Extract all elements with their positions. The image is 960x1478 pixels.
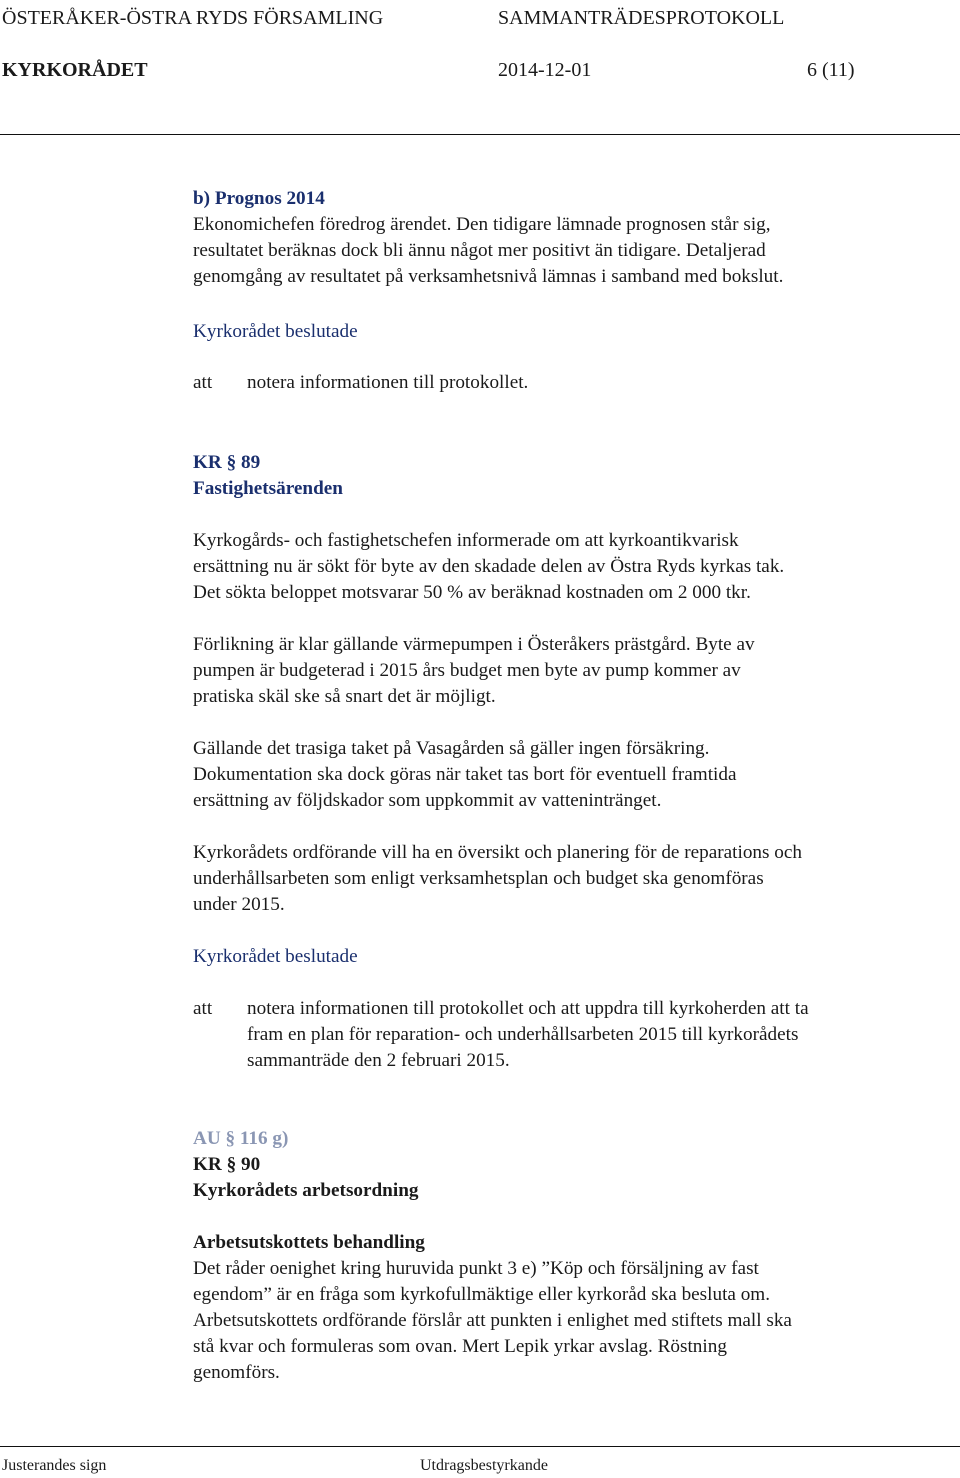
text-line: ersättning av följdskador som uppkommit av vattenintränget. [193,790,662,811]
text-line: Kyrkogårds- och fastighetschefen informerade om att kyrkoantikvarisk [193,530,739,551]
kr89-paragraph-2 [193,632,933,710]
text-line: underhållsarbeten som enligt verksamhetsplan och budget ska genomföras [193,868,764,889]
header-doc-type: SAMMANTRÄDESPROTOKOLL [498,7,785,29]
kr90-number: KR § 90 [193,1154,261,1175]
text-line: fram en plan för reparation- och underhållsarbeten 2015 till kyrkorådets [247,1024,799,1045]
text-line: under 2015. [193,894,285,915]
header-parish: ÖSTERÅKER-ÖSTRA RYDS FÖRSAMLING [2,7,384,29]
text-line: ersättning nu är sökt för byte av den skadade delen av Östra Ryds kyrkas tak. [193,556,785,577]
kr90-title: Kyrkorådets arbetsordning [193,1180,419,1201]
text-line: egendom” är en fråga som kyrkofullmäktige eller kyrkoråd ska besluta om. [193,1284,771,1305]
text-line: resultatet beräknas dock bli ännu något mer positivt än tidigare. Detaljerad [193,240,766,261]
text-line: Gällande det trasiga taket på Vasagården så gäller ingen försäkring. [193,738,710,759]
decision-text: notera informationen till protokollet. [247,372,529,393]
decision-heading: Kyrkorådet beslutade [193,321,358,342]
header-rule [0,134,960,135]
kr89-paragraph-3 [193,736,933,814]
text-line: pumpen är budgeterad i 2015 års budget men byte av pump kommer av [193,660,741,681]
text-line: Förlikning är klar gällande värmepumpen i Österåkers prästgård. Byte av [193,634,755,655]
header-page: 6 (11) [807,59,855,81]
text-line: Det sökta beloppet motsvarar 50 % av beräknad kostnaden om 2 000 tkr. [193,582,751,603]
att-label: att [193,998,213,1019]
decision-heading: Kyrkorådet beslutade [193,946,358,967]
text-line: Det råder oenighet kring huruvida punkt 3 e) ”Köp och försäljning av fast [193,1258,759,1279]
footer-justerandes-sign: Justerandes sign [2,1457,107,1474]
kr89-paragraph-1 [193,528,933,606]
text-line: Dokumentation ska dock göras när taket tas bort för eventuell framtida [193,764,737,785]
text-line: Arbetsutskottets ordförande förslår att punkten i enlighet med stiftets mall ska [193,1310,792,1331]
text-line: pratiska skäl ske så snart det är möjligt. [193,686,496,707]
kr89-number: KR § 89 [193,452,261,473]
kr89-paragraph-4 [193,840,933,918]
au-reference: AU § 116 g) [193,1128,289,1149]
section-title: b) Prognos 2014 [193,188,325,209]
text-line: notera informationen till protokollet och att uppdra till kyrkoherden att ta [247,998,809,1019]
committee-heading: Arbetsutskottets behandling [193,1232,425,1253]
text-line: genomförs. [193,1362,280,1383]
text-line: genomgång av resultatet på verksamhetsnivå lämnas i samband med bokslut. [193,266,784,287]
footer-utdragsbestyrkande: Utdragsbestyrkande [420,1457,548,1474]
footer-rule [0,1446,960,1447]
text-line: stå kvar och formuleras som ovan. Mert Lepik yrkar avslag. Röstning [193,1336,727,1357]
section-prognos [193,186,933,290]
header-date: 2014-12-01 [498,59,592,81]
decision-text [247,996,937,1074]
header-board: KYRKORÅDET [2,59,148,81]
att-label: att [193,372,213,393]
text-line: Ekonomichefen föredrog ärendet. Den tidigare lämnade prognosen står sig, [193,214,771,235]
text-line: sammanträde den 2 februari 2015. [247,1050,510,1071]
kr90-paragraph [193,1256,933,1386]
text-line: Kyrkorådets ordförande vill ha en översikt och planering för de reparations och [193,842,802,863]
kr89-title: Fastighetsärenden [193,478,343,499]
